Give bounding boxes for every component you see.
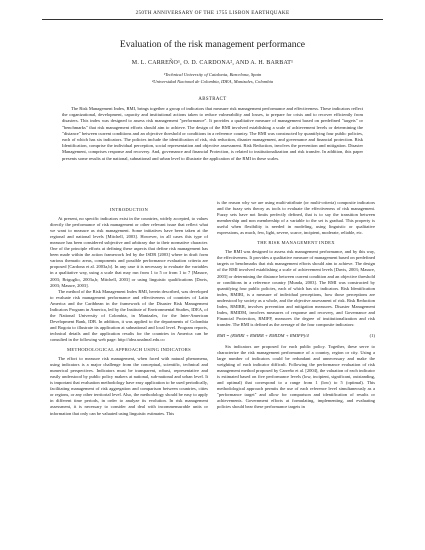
paper-title: Evaluation of the risk management performance [119, 39, 306, 50]
header-rule [42, 19, 383, 20]
running-head: 250TH ANNIVERSARY OF THE 1755 LISBON EARTHQUAKE [135, 10, 290, 16]
introduction-heading: INTRODUCTION [109, 207, 149, 212]
rmi-paragraph-2: Six indicators are proposed for each public policy. Together, these serve to characterize the risk management performance of a country, region or city. Using a large number of indicators could be redundant and unnecessary and make the weighting of each indicator difficult. Following the performance evaluation of risk management method proposed by Carreño et al. [2004], the valuation of each indicator is estimated based on five performance levels (low, incipient, significant, outstanding, and optimal) that correspond to a range from 1 (low) to 5 (optimal). This methodological approach permits the use of each reference level simultaneously as a "performance target" and allow for comparison and identification of results or achievements. Government efforts at formulating, implementing, and evaluating policies should bear these performance targets in [217, 343, 375, 410]
paper-authors: M. L. CARREÑO¹, O. D. CARDONA², AND A. H. BARBAT¹ [131, 60, 294, 66]
right-column [217, 200, 375, 411]
abstract-heading: ABSTRACT [198, 97, 227, 102]
rmi-heading: THE RISK MANAGEMENT INDEX [257, 240, 335, 246]
methodology-paragraph-1: The effort to measure risk management, when faced with natural phenomena, using indicators is a major challenge from the conceptual, scientific, technical and numerical perspectives. Indicators must be transparent, robust, representative and easily understood by public policy makers at national, sub-national and urban level. It is important that evaluation methodology have easy application to be used periodically, facilitating management of risk aggregation and comparison between countries, cities or regions, or any other territorial level. Also, the methodology should be easy to apply in different time periods, in order to analyze its evolution. In risk management assessment, it is necessary to consider and deal with incommensurable units or information that only can be valuated using linguistic estimates. This [50, 356, 208, 416]
affiliation-1: ¹Technical University of Catalonia, Barcelona, Spain [163, 72, 262, 77]
affiliation-2: ²Universidad Nacional de Colombia, IDEA, Manizales, Colombia [151, 79, 274, 84]
equation-body: RMI = (RMIRI + RMIRR + RMIDM + RMIFP)/4 [217, 332, 309, 338]
equation-1 [217, 333, 375, 339]
methodology-heading: METHODOLOGICAL APPROACH USING INDICATORS [67, 347, 191, 353]
rmi-paragraph-1: The RMI was designed to assess risk management performance, and by this way, the effectiveness. It provides a qualitative measure of management based on predefined targets or benchmarks that risk management efforts should aim to achieve. The design of the RMI involved establishing a scale of achievement levels [Davis, 2003; Masure, 2003] or determining the distance between current condition and an objective threshold or conditions in a reference country [Munda, 2003]. The RMI was constructed by quantifying four public policies, each of which has six indicators. Risk Identification index, RMIRI, is a measure of individual perceptions, how those perceptions are understood by society as a whole, and the objective assessment of risk. Risk Reduction Index, RMIRR, involves prevention and mitigation measures. Disaster Management Index, RMIDM, involves measures of response and recovery, and Governance and Financial Protection, RMIFP, measures the degree of institutionalization and risk transfer. The RMI is defined as the average of the four composite indicators: [217, 249, 375, 327]
equation-number: (1) [369, 332, 375, 338]
introduction-paragraph-2: The method of the Risk Management Index RMI, herein described, was developed to evaluate risk management performance and effectiveness of countries of Latin America and the Caribbean in the framework of the Disaster Risk Management Indicators Program in America, led by the Institute of Environmental Studies, IDEA, of the National University of Colombia, in Manizales, for the Inter-American Development Bank, IDB. In addition, it was applied to the departments of Colombia and Bogota to illustrate its application at subnational and local level. Program reports, technical details and the application results for the countries in America can be consulted in the following web page: http://idea.unalmzl.edu.co [50, 288, 208, 342]
introduction-paragraph-1: At present, no specific indicators exist in the countries, widely accepted, to values directly the performance of risk management or other relevant issue that reflect what we want to measure as risk management. Some initiatives have been taken at the regional and national levels [Mitchell, 2003]. However, in all cases this type of measure has been considered subjective and arbitrary due to their normative character. One of the principle efforts at defining these aspects that define risk management has been made within the action framework led by the ISDR [2003] where in draft form various thematic areas, components and possible performance evaluation criteria are proposed [Cardona et al. 2003a,b]. In any case it is necessary to evaluate the variables in a qualitative way, using a scale that may run from 1 to 5 or from 1 to 7 [Masure, 2003; Briguglio, 2003a,b; Mitchell, 2003] or using linguistic qualifications [Davis, 2003; Masure, 2003]. [50, 216, 208, 288]
abstract-body: The Risk Management Index, RMI, brings together a group of indicators that measure risk management performance and effectiveness. These indicators reflect the organizational, development, capacity and institutional actions taken to reduce vulnerability and losses, to prepare for crisis and to recover efficiently from disasters. This index was designed to assess risk management "performance". It provides a qualitative measure of management based on predefined "targets" or "benchmarks" that risk management efforts should aim to achieve. The design of the RMI involved establishing a scale of achievement levels or determining the "distance" between current conditions and an objective threshold or conditions in a reference country. The RMI was constructed by quantifying four public policies, each of which has six indicators. The policies include the identification of risk, risk reduction, disaster management, and governance and financial protection. Risk Identification, comprise the individual perception, social representation and objective assessment. Risk Reduction, involves the prevention and mitigation. Disaster Management, comprises response and recovery. And, governance and financial Protection, is related to institutionalization and risk transfer. In addition, this paper presents some results at the national, subnational and urban level to illustrate the application of the RMI in these scales. [62, 106, 363, 161]
left-column [50, 203, 208, 417]
continued-paragraph: is the reason why we are using multi-attribute (or multi-criteria) composite indicators and the fuzzy sets theory as tools to evaluate the effectiveness of risk management. Fuzzy sets have not limits perfectly defined, that is to say the transition between membership and non membership of a variable to the set is gradual. This property is useful when flexibility is needed in modeling, using linguistic or qualitative expressions, as much, few, light, severe, scarce, incipient, moderate, reliable, etc. [217, 200, 375, 236]
